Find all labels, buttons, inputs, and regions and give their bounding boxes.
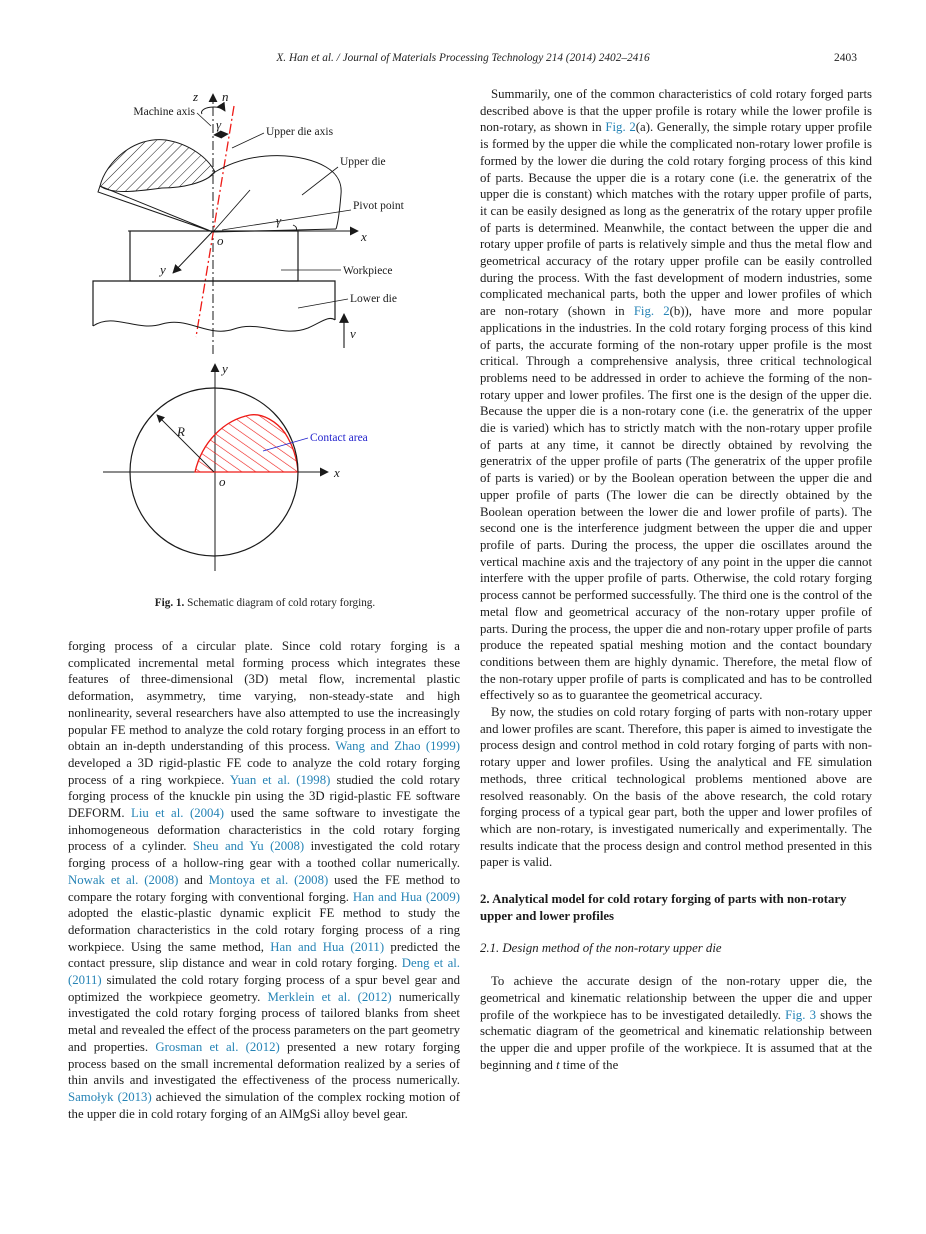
citation-link[interactable]: Fig. 2: [605, 120, 636, 135]
running-head: X. Han et al. / Journal of Materials Processing Technology 214 (2014) 2402–2416: [276, 52, 650, 64]
body-text: predicted the contact pressure, slip distance and wear in cold rotary forging.: [68, 939, 461, 971]
y-axis-label: y: [160, 262, 166, 277]
body-text: developed a 3D rigid-plastic FE code to analyze the cold rotary forging process of a ring workpiece.: [68, 755, 460, 787]
body-text: achieved the simulation of the complex rocking motion of the upper die in cold rotary forging of an AlMgSi alloy bevel gear.: [68, 1089, 461, 1121]
citation-link[interactable]: Merklein et al. (2012): [267, 989, 392, 1004]
body-text: shows the schematic diagram of the geometrical and kinematic relationship between the upper die and upper profile of the workpiece. It is assumed that at the beginning and: [480, 1007, 872, 1072]
v-label: v: [350, 326, 356, 341]
upper-die-hatched-face: [100, 140, 215, 192]
figure-1-caption-text: Schematic diagram of cold rotary forging.: [184, 597, 376, 609]
left-paragraph: [68, 638, 460, 1122]
body-text: numerically investigated the cold rotary forging process of tailored blanks from sheet metal and revealed the effect of the process parameters on the part geometry and properties.: [68, 989, 460, 1054]
citation-link[interactable]: Grosman et al. (2012): [155, 1039, 280, 1054]
citation-link[interactable]: Fig. 2: [633, 304, 670, 319]
gamma-bottom-label: γ: [276, 213, 282, 228]
body-text: studied the cold rotary forging process of the knuckle pin using the 3D rigid-plastic FE software DEFORM.: [68, 772, 460, 821]
body-text: simulated the cold rotary forging process of a spur bevel gear and optimized the workpiece geometry.: [68, 973, 460, 1004]
body-text: presented a new rotary forging process based on the small incremental deformation realized by a series of thin anvils and investigated the effectiveness of the process numerically.: [68, 1039, 460, 1088]
figure-1-caption-label: Fig. 1.: [154, 597, 185, 609]
citation-link[interactable]: Fig. 3: [785, 1007, 816, 1022]
citation-link[interactable]: Han and Hua (2011): [270, 939, 385, 954]
citation-link[interactable]: Montoya et al. (2008): [208, 872, 329, 887]
machine-axis-label: Machine axis: [133, 106, 195, 118]
figure-1-diagram: [64, 84, 466, 578]
citation-link[interactable]: Nowak et al. (2008): [68, 872, 179, 887]
z-axis-label: z: [192, 89, 198, 104]
right-paragraph-2: [480, 704, 872, 871]
lower-die-outline: [93, 281, 335, 326]
body-text: used the FE method to compare the rotary forging with conventional forging.: [68, 872, 460, 904]
figure-1: [64, 84, 466, 609]
gamma-angle-arrows: [214, 134, 228, 135]
citation-link[interactable]: Yuan et al. (1998): [229, 772, 331, 787]
right-paragraph-1: [480, 86, 872, 704]
citation-link[interactable]: Sheu and Yu (2008): [192, 839, 305, 854]
circle-y-label: y: [222, 361, 228, 376]
upper-die-axis-line: [196, 106, 234, 337]
upper-die-axis-label: Upper die axis: [266, 126, 334, 138]
x-axis-label: x: [361, 229, 367, 244]
left-column: [68, 638, 460, 1122]
section-2-1-heading: 2.1. Design method of the non-rotary upper die: [480, 941, 722, 956]
workpiece-label: Workpiece: [343, 265, 393, 277]
upper-die-label: Upper die: [340, 156, 386, 168]
radius-line: [157, 415, 214, 472]
body-text: time of the: [559, 1057, 619, 1072]
radius-label: R: [177, 424, 185, 439]
body-text: To achieve the accurate design of the non-rotary upper die, the geometrical and kinematic relationship between the upper die and upper profile of the workpiece has to be investigated detailedly.: [480, 974, 872, 1022]
body-text: and: [178, 872, 209, 887]
circle-origin-label: o: [219, 474, 226, 489]
right-column: [480, 86, 872, 1073]
body-text: Summarily, one of the common characteristics of cold rotary forged parts described above is that the upper profile is rotary while the lower profile is non-rotary, as shown in: [480, 87, 872, 135]
body-text: (b)), have more and more popular applications in the industries. In the cold rotary forging process of this kind of parts, the accurate forming of the non-rotary upper profile is the most critical. Through a comprehensive analysis, three critical technological problems need to be addressed in order to achieve the forming of the non-rotary upper and lower profiles. The first one is the design of the upper die. Because the upper die is a non-rotary cone (i.e. the generatrix of the upper die is varied) which has to strictly match with the non-rotary upper profile of parts at any time, it cannot be directly obtained by revolving the generatrix of the upper profile of parts (The generatrix of the upper profile of parts is varied) or by the Boolean operation between the upper die and upper profile of parts (The lower die can be directly obtained by the Boolean operation between the lower die and lower profile of parts). The second one is the interference judgment between the upper die and upper profile of parts. During the process, the upper die oscillates around the vertical machine axis and the trajectory of any point in the upper die cannot interfere with the upper profile of parts. Otherwise, the cold rotary forging process cannot be performed successfully. The third one is the control of the metal flow and geometrical accuracy of the non-rotary upper profile of parts. During the process, the upper die and non-rotary upper profile of parts produce the repeated spatial meshing motion and the contact boundary conditions between them are highly dynamic. Therefore, the metal flow of the non-rotary upper profile of parts is complicated and has to be controlled effectively so as to guarantee the geometrical accuracy.: [480, 304, 872, 703]
origin-label: o: [217, 233, 224, 248]
workpiece-outline: [130, 231, 298, 281]
body-text: used the same software to investigate the inhomogeneous deformation characteristics in the cold rotary forging process of a cylinder.: [68, 806, 460, 854]
citation-link[interactable]: Han and Hua (2009): [352, 889, 460, 904]
circle-x-label: x: [334, 465, 340, 480]
body-text: adopted the elastic-plastic dynamic explicit FE method to study the deformation characteristics in the cold rotary forging process of a ring workpiece. Using the same method,: [68, 906, 460, 954]
lower-die-label: Lower die: [350, 293, 397, 305]
page-number: 2403: [834, 52, 857, 64]
citation-link[interactable]: Deng et al. (2011): [68, 956, 460, 988]
body-text: investigated the cold rotary forging process of a hollow-ring gear with a toothed collar numerically.: [68, 839, 461, 871]
gamma-top-label: γ: [216, 117, 222, 132]
pivot-point-label: Pivot point: [353, 200, 404, 212]
contact-area-label: Contact area: [310, 432, 368, 444]
figure-1-caption: [64, 597, 466, 609]
n-axis-label: n: [222, 89, 229, 104]
citation-link[interactable]: Wang and Zhao (1999): [335, 739, 460, 754]
citation-link[interactable]: Samołyk (2013): [68, 1089, 152, 1104]
body-text: t: [556, 1057, 560, 1072]
body-text: forging process of a circular plate. Since cold rotary forging is a complicated incremental metal forming process which integrates these features of three-dimensional (3D) metal flow, incremental plastic deformation, asymmetry, time varying, non-steady-state and high nonlinearity, several researchers have also attempted to use the increasingly popular FE method to analyze the cold rotary forging process in an effort to obtain an in-depth understanding of this process.: [68, 639, 460, 754]
body-text: (a). Generally, the simple rotary upper profile is formed by the upper die while the complicated non-rotary lower profile is formed by the lower die during the cold rotary forging process of this kind of parts. Because the upper die is a rotary cone (i.e. the generatrix of the upper die is constant) which matches with the rotary upper profile of parts, it can be easily designed as long as the generatrix of the rotary upper profile of parts is determined. Meanwhile, the contact between the upper die and rotary upper profile of parts is relatively simple and thus the metal flow and geometrical accuracy of the rotary upper profile can be easily controlled during the process. With the fast development of modern industries, some complicated mechanical parts, both the upper and lower profiles of which are non-rotary (shown in: [480, 120, 872, 319]
section-2-heading: 2. Analytical model for cold rotary forging of parts with non-rotary upper and lower profiles: [480, 892, 847, 923]
body-text: By now, the studies on cold rotary forging of parts with non-rotary upper and lower profiles are scant. Therefore, this paper is aimed to investigate the process design and control method in cold rotary forging of parts with non-rotary upper and lower profiles. Using the analytical and FE simulation methods, three critical technological problems mentioned above are resolved reasonably. On the basis of the above research, the cold rotary forging process of a typical gear part, both the upper and lower profiles of which are non-rotary, is investigated numerically and experimentally. The results indicate that the process design and control method presented in this paper is valid.: [480, 705, 872, 870]
citation-link[interactable]: Liu et al. (2004): [131, 806, 225, 821]
right-paragraph-3: [480, 973, 872, 1073]
